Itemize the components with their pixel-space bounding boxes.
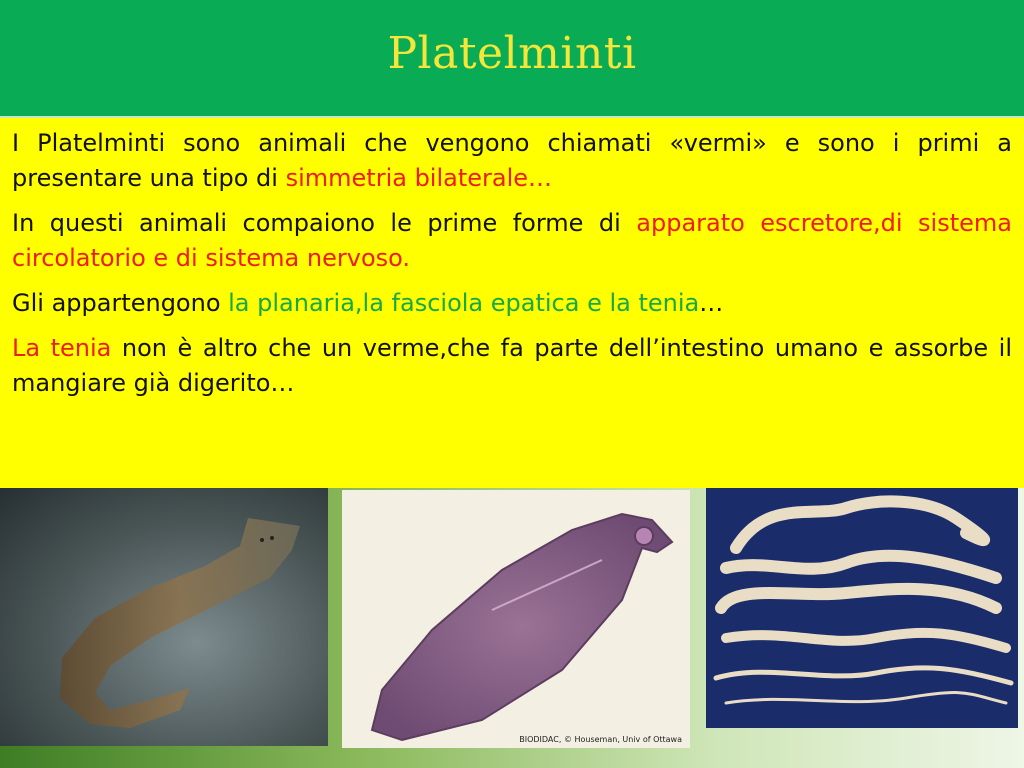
slide-title: Platelminti xyxy=(387,28,637,79)
paragraph-1 xyxy=(12,126,1012,196)
paragraph-4 xyxy=(12,331,1012,401)
paragraph-3-ellipsis: … xyxy=(699,289,724,317)
highlight-apparatus: apparato escretore,di sistema circolatorio e di sistema nervoso. xyxy=(12,209,1012,272)
paragraph-4-text: non è altro che un verme,che fa parte dell’intestino umano e assorbe il mangiare già digerito… xyxy=(12,334,1013,397)
paragraph-2-text: In questi animali compaiono le prime forme di xyxy=(12,209,637,237)
text-box xyxy=(0,118,1024,488)
image-credit: BIODIDAC, © Houseman, Univ of Ottawa xyxy=(519,735,682,744)
paragraph-3-text: Gli appartengono xyxy=(12,289,229,317)
highlight-bilateral-symmetry: simmetria bilaterale… xyxy=(285,164,553,192)
title-bar xyxy=(0,0,1024,118)
highlight-species: la planaria,la fasciola epatica e la tenia xyxy=(228,289,700,317)
highlight-tenia: La tenia xyxy=(12,334,112,362)
paragraph-2 xyxy=(12,206,1012,276)
paragraph-3 xyxy=(12,286,1012,321)
tenia-photo xyxy=(706,488,1018,728)
planaria-photo xyxy=(0,488,328,746)
paragraph-1-text: I Platelminti sono animali che vengono chiamati «vermi» e sono i primi a presentare una tipo di xyxy=(12,129,1012,192)
fasciola-photo xyxy=(342,490,690,748)
